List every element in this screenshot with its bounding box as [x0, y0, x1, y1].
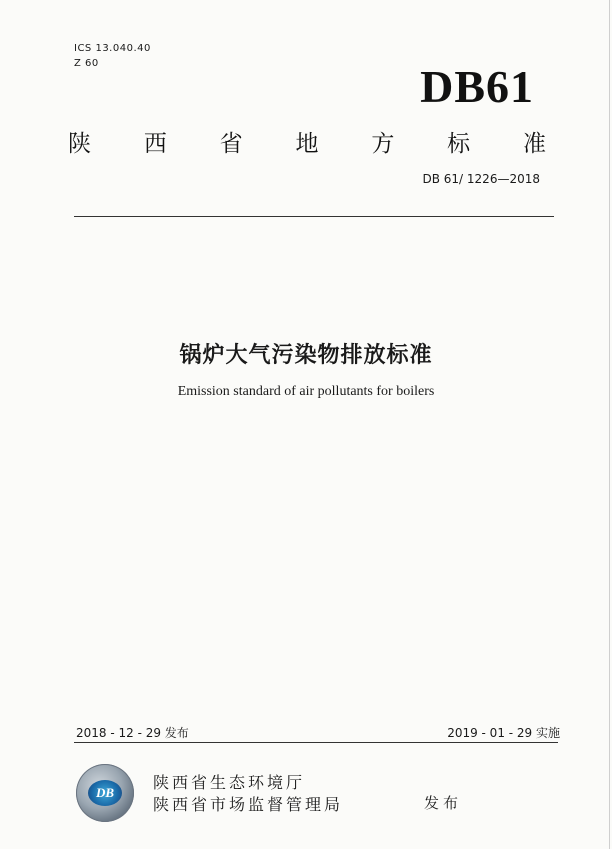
standard-type-char: 省	[219, 131, 243, 157]
implement-date: 2019 - 01 - 29 实施	[447, 726, 560, 740]
header-divider	[74, 216, 554, 217]
standard-code: DB61	[420, 61, 534, 112]
seal-text: DB	[88, 780, 122, 806]
issuer-name: 陕西省市场监督管理局	[153, 795, 344, 814]
standard-number: DB 61/ 1226—2018	[422, 172, 540, 186]
issuer-name: 陕西省生态环境厅	[153, 773, 306, 792]
footer-divider	[74, 742, 558, 743]
standard-type	[68, 125, 546, 158]
issue-label: 发布	[424, 794, 463, 812]
publish-date: 2018 - 12 - 29 发布	[76, 726, 189, 740]
standard-type-char: 标	[447, 131, 471, 157]
issuer-seal-icon	[76, 764, 134, 822]
standard-type-char: 陕	[68, 131, 91, 157]
ics-code: ICS 13.040.40	[74, 43, 151, 54]
ccs-code: Z 60	[74, 58, 99, 69]
standard-type-char: 准	[522, 131, 546, 157]
document-title-chinese: 锅炉大气污染物排放标准	[179, 343, 433, 368]
document-title-english: Emission standard of air pollutants for boilers	[177, 384, 435, 399]
standard-type-char: 地	[295, 131, 319, 157]
standard-type-char: 西	[143, 131, 167, 157]
standard-type-char: 方	[371, 131, 395, 157]
